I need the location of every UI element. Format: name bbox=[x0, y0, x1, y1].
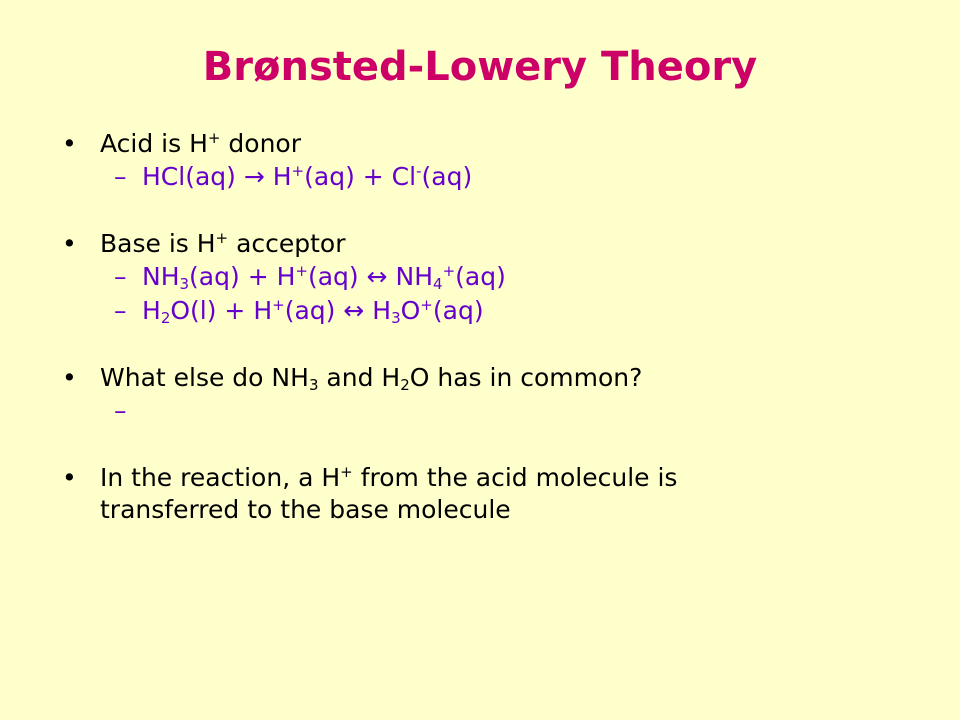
sub-bullet-hcl-reaction bbox=[62, 160, 922, 194]
bullet-dot: • bbox=[62, 463, 77, 492]
reaction-equation: $H_2O(l) + H^+(aq)$ ↔ $H_3O^+(aq)$ bbox=[142, 296, 484, 327]
bullet-dot: • bbox=[62, 129, 77, 158]
bullet-text: In the reaction, a H+ from the acid molecule is transferred to the base molecule bbox=[100, 463, 678, 524]
sub-bullet-dash: – bbox=[114, 296, 127, 325]
sub-bullet-dash: – bbox=[114, 162, 127, 191]
bullet-base-definition bbox=[62, 228, 922, 260]
sub-bullet-h2o-reaction bbox=[62, 294, 922, 328]
sub-bullet-dash: – bbox=[114, 396, 127, 425]
right-arrow-icon: → bbox=[243, 162, 265, 191]
bullet-text: Base is H+ acceptor bbox=[100, 229, 346, 258]
sub-bullet-dash: – bbox=[114, 262, 127, 291]
bullet-list bbox=[62, 128, 922, 526]
reaction-equation: $NH_3(aq) + H^+(aq)$ ↔ $NH_4^+(aq)$ bbox=[142, 262, 506, 293]
reaction-equation: HCl(aq) → H+(aq) + Cl-(aq) bbox=[142, 162, 473, 191]
bullet-reaction-transfer bbox=[62, 462, 922, 526]
bullet-dot: • bbox=[62, 229, 77, 258]
slide-title: Brønsted-Lowery Theory bbox=[202, 44, 758, 90]
bullet-text: What else do $NH_3$ and $H_2O$ has in common? bbox=[100, 363, 643, 394]
bullet-dot: • bbox=[62, 363, 77, 392]
sub-bullet-empty bbox=[62, 394, 922, 428]
bullet-common-question bbox=[62, 362, 922, 394]
sub-bullet-nh3-reaction bbox=[62, 260, 922, 294]
bullet-acid-definition bbox=[62, 128, 922, 160]
bullet-text: Acid is H+ donor bbox=[100, 129, 301, 158]
